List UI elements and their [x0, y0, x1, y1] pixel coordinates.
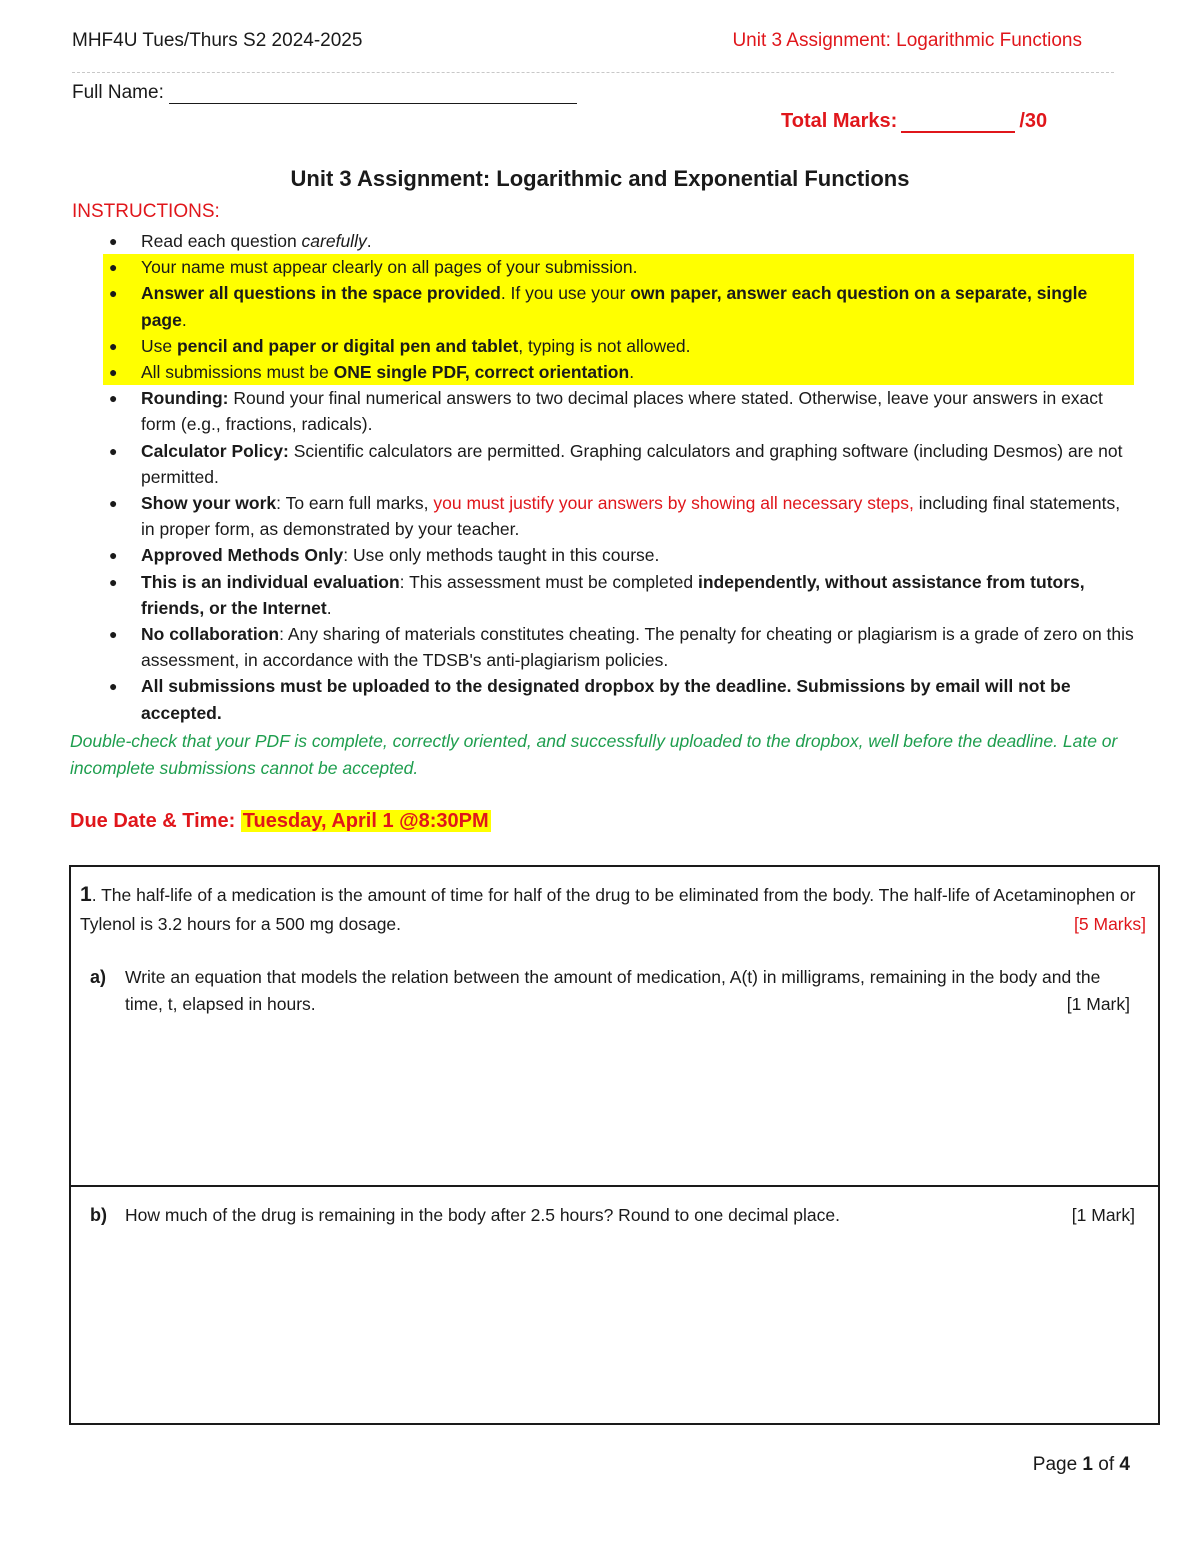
- instruction-item: [104, 359, 1134, 385]
- bullet-icon: ●: [109, 233, 118, 249]
- instruction-text: : Use only methods taught in this course.: [343, 545, 660, 566]
- full-name-label: Full Name:: [72, 82, 164, 103]
- bullet-icon: ●: [109, 259, 118, 276]
- instruction-item: [104, 438, 1134, 490]
- instruction-text: .: [181, 309, 187, 330]
- instruction-text: Round your final numerical answers to two decimal places where stated. Otherwise, leave your answers in exact form (e.g., fractions, radicals).: [141, 388, 1103, 435]
- instruction-item: [104, 385, 1134, 437]
- page-current: 1: [1082, 1454, 1093, 1475]
- instruction-text: . If you use your: [500, 283, 631, 304]
- bullet-icon: ●: [109, 285, 118, 302]
- header-divider: [72, 72, 1114, 73]
- total-marks-out-of: /30: [1019, 110, 1048, 132]
- instruction-text: Show your work: [141, 493, 277, 514]
- instructions-heading: INSTRUCTIONS:: [72, 201, 220, 222]
- due-value: Tuesday, April 1 @8:30PM: [242, 810, 489, 832]
- instruction-text: including final statements, in proper form, as demonstrated by your teacher.: [141, 493, 1121, 540]
- instruction-text: own paper, answer each question on a separate, single page: [141, 283, 1088, 330]
- instruction-text: pencil and paper or digital pen and tablet: [176, 335, 519, 356]
- instruction-text: you must justify your answers by showing all necessary steps,: [433, 493, 914, 514]
- total-marks: [781, 110, 1047, 133]
- course-header: MHF4U Tues/Thurs S2 2024-2025: [72, 30, 363, 51]
- bullet-icon: ●: [109, 547, 118, 564]
- page-number: [1033, 1454, 1130, 1476]
- due-date: [70, 810, 491, 833]
- bullet-icon: ●: [109, 364, 118, 381]
- bullet-icon: ●: [109, 337, 118, 354]
- question-1-text: . The half-life of a medication is the amount of time for half of the drug to be eliminated from the body. The half-life of Acetaminophen or Tylenol is 3.2 hours for a 500 mg dosage.: [80, 885, 1136, 934]
- full-name-blank: [169, 85, 577, 104]
- instruction-text: .: [366, 231, 372, 251]
- bullet-icon: ●: [109, 390, 118, 407]
- instruction-text: Use: [141, 335, 177, 356]
- instruction-item: [104, 333, 1134, 359]
- instruction-item: [104, 254, 1134, 280]
- question-1-marks: [5 Marks]: [1074, 914, 1146, 934]
- full-name-field: [72, 82, 577, 104]
- instruction-text: Calculator Policy:: [141, 440, 289, 461]
- question-1a: [90, 964, 1130, 1018]
- instruction-item: [104, 673, 1134, 725]
- instruction-item: [104, 228, 1134, 254]
- instruction-item: [104, 280, 1134, 332]
- instructions-list: [104, 228, 1134, 726]
- bullet-icon: ●: [109, 626, 118, 643]
- instruction-text: Scientific calculators are permitted. Graphing calculators and graphing software (including Desmos) are not permitted.: [141, 440, 1123, 487]
- instruction-text: Read each question: [141, 231, 302, 251]
- instruction-text: : Any sharing of materials constitutes cheating. The penalty for cheating or plagiarism is a grade of zero on this assessment, in accordance with the TDSB's anti-plagiarism policies.: [141, 624, 1134, 671]
- instruction-text: All submissions must be: [141, 362, 334, 383]
- instruction-text: All submissions must be uploaded to the designated dropbox by the deadline. Submissions by email will not be accepted.: [141, 676, 1071, 723]
- instruction-item: [104, 621, 1134, 673]
- bullet-icon: ●: [109, 678, 118, 695]
- bullet-icon: ●: [109, 495, 118, 512]
- instruction-text: : This assessment must be completed: [399, 571, 698, 592]
- question-1b-text: How much of the drug is remaining in the body after 2.5 hours? Round to one decimal place.: [125, 1205, 840, 1225]
- question-divider: [69, 1185, 1160, 1187]
- question-1a-text: Write an equation that models the relation between the amount of medication, A(t) in milligrams, remaining in the body and the time, t, elapsed in hours.: [125, 967, 1101, 1014]
- question-1b-letter: b): [90, 1205, 107, 1225]
- question-1b: [90, 1202, 1135, 1229]
- instruction-text: No collaboration: [141, 624, 280, 645]
- instruction-item: [104, 542, 1134, 568]
- instruction-text: , typing is not allowed.: [518, 335, 691, 356]
- page-word: Page: [1032, 1454, 1078, 1475]
- total-marks-blank: [901, 113, 1015, 133]
- instruction-text: .: [629, 362, 635, 383]
- bullet-icon: ●: [109, 442, 118, 459]
- due-label: Due Date & Time:: [70, 810, 236, 832]
- instruction-text: Answer all questions in the space provided: [141, 283, 501, 304]
- question-1a-letter: a): [90, 967, 107, 987]
- page-title: Unit 3 Assignment: Logarithmic and Exponential Functions: [290, 166, 910, 191]
- instruction-text: Rounding:: [141, 388, 229, 409]
- page-of: of: [1098, 1454, 1115, 1475]
- question-1a-marks: [1 Mark]: [1066, 994, 1130, 1014]
- instruction-text: .: [326, 597, 332, 618]
- question-1: [80, 880, 1146, 939]
- instruction-item: [104, 569, 1134, 621]
- instruction-text: ONE single PDF, correct orientation: [333, 362, 630, 383]
- instruction-text: This is an individual evaluation: [141, 571, 400, 592]
- question-box: [69, 865, 1160, 1425]
- instruction-text: Your name must appear clearly on all pages of your submission.: [141, 257, 638, 278]
- instruction-item: [104, 490, 1134, 542]
- page-total: 4: [1119, 1454, 1130, 1475]
- instruction-text: independently, without assistance from tutors, friends, or the Internet: [141, 571, 1085, 618]
- bullet-icon: ●: [109, 573, 118, 590]
- question-number: 1: [80, 883, 92, 906]
- instruction-text: Approved Methods Only: [141, 545, 344, 566]
- assignment-header: Unit 3 Assignment: Logarithmic Functions: [732, 30, 1082, 51]
- instruction-text: : To earn full marks,: [276, 493, 434, 514]
- instruction-text: carefully: [301, 231, 367, 251]
- question-1b-marks: [1 Mark]: [1071, 1205, 1135, 1225]
- total-marks-label: Total Marks:: [781, 110, 898, 132]
- final-note: Double-check that your PDF is complete, correctly oriented, and successfully uploaded to the dropbox, well before the deadline. Late or incomplete submissions cannot be accepted.: [70, 731, 1118, 778]
